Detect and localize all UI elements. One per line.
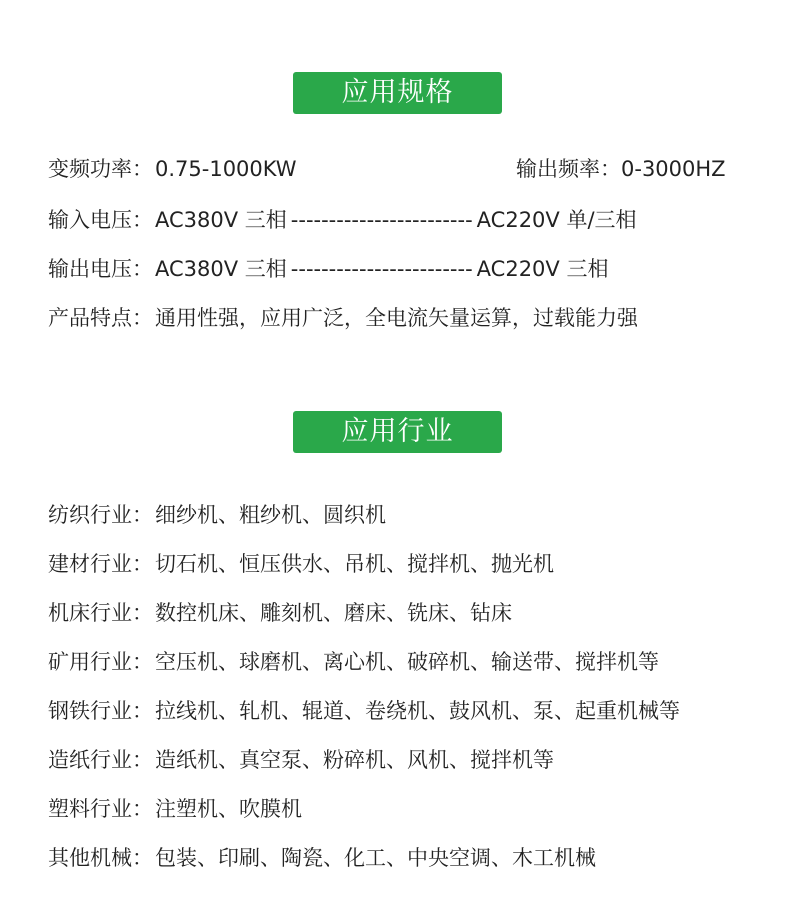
spec-section-title: 应用规格	[293, 72, 502, 114]
industry-value: 数控机床、雕刻机、磨床、铣床、钻床	[155, 601, 512, 625]
industry-row-steel	[48, 696, 680, 726]
industry-row-plastics	[48, 794, 302, 824]
spec-label: 输出频率：	[516, 157, 621, 181]
spec-value: AC380V 三相	[155, 257, 287, 281]
industry-label: 塑料行业：	[48, 797, 153, 821]
industry-label: 纺织行业：	[48, 503, 153, 527]
spec-value: 通用性强，应用广泛，全电流矢量运算，过载能力强	[155, 306, 638, 330]
spec-label: 输出电压：	[48, 257, 153, 281]
industry-section-title: 应用行业	[293, 411, 502, 453]
spec-value-secondary: AC220V 三相	[476, 257, 609, 281]
spec-label: 产品特点：	[48, 306, 153, 330]
spec-value: AC380V 三相	[155, 208, 287, 232]
spec-row-output-voltage	[48, 254, 608, 284]
industry-row-other	[48, 843, 596, 873]
spec-label: 变频功率：	[48, 157, 153, 181]
industry-value: 包装、印刷、陶瓷、化工、中央空调、木工机械	[155, 846, 596, 870]
spec-row-frequency	[516, 154, 726, 184]
industry-row-building-materials	[48, 549, 554, 579]
spec-value-secondary: AC220V 单/三相	[476, 208, 637, 232]
industry-label: 建材行业：	[48, 552, 153, 576]
spec-label: 输入电压：	[48, 208, 153, 232]
spec-row-features	[48, 303, 638, 333]
spec-dashes: ------------------------	[290, 208, 473, 232]
industry-value: 细纱机、粗纱机、圆织机	[155, 503, 386, 527]
industry-label: 造纸行业：	[48, 748, 153, 772]
industry-value: 拉线机、轧机、辊道、卷绕机、鼓风机、泵、起重机械等	[155, 699, 680, 723]
spec-row-input-voltage	[48, 205, 637, 235]
industry-label: 机床行业：	[48, 601, 153, 625]
industry-value: 造纸机、真空泵、粉碎机、风机、搅拌机等	[155, 748, 554, 772]
industry-label: 钢铁行业：	[48, 699, 153, 723]
industry-label: 矿用行业：	[48, 650, 153, 674]
industry-row-paper	[48, 745, 554, 775]
industry-row-mining	[48, 647, 659, 677]
industry-value: 空压机、球磨机、离心机、破碎机、输送带、搅拌机等	[155, 650, 659, 674]
spec-value: 0.75-1000KW	[155, 157, 297, 181]
spec-value: 0-3000HZ	[621, 157, 726, 181]
industry-value: 注塑机、吹膜机	[155, 797, 302, 821]
spec-row-power	[48, 154, 297, 184]
industry-row-textile	[48, 500, 386, 530]
industry-row-machine-tools	[48, 598, 512, 628]
industry-value: 切石机、恒压供水、吊机、搅拌机、抛光机	[155, 552, 554, 576]
spec-dashes: ------------------------	[290, 257, 473, 281]
industry-label: 其他机械：	[48, 846, 153, 870]
